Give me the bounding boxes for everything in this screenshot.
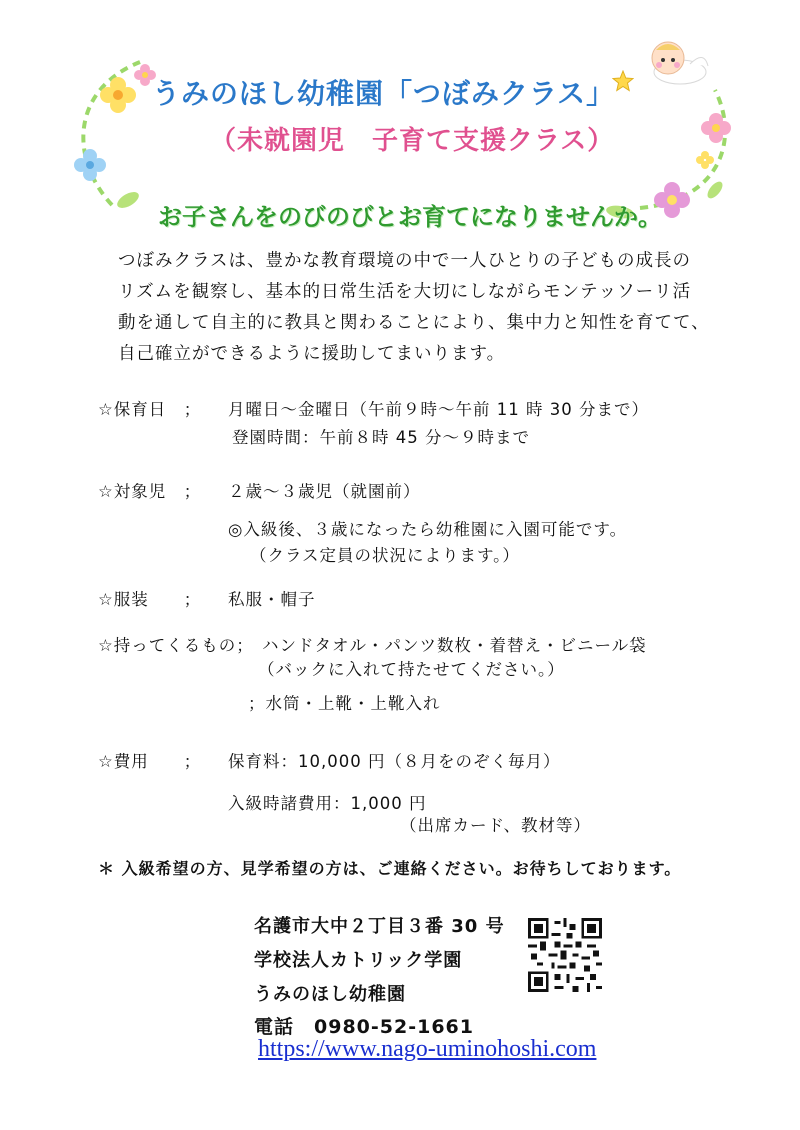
phone-number: 電話 0980-52-1661 bbox=[254, 1016, 474, 1038]
fee-value: 保育料：10,000 円（８月をのぞく毎月） bbox=[228, 752, 561, 771]
arrival-time: 登園時間：午前８時 45 分～９時まで bbox=[232, 428, 530, 447]
intro-line: リズムを観察し、基本的日常生活を大切にしながらモンテッソーリ活 bbox=[118, 282, 692, 302]
qr-code-icon bbox=[528, 918, 602, 992]
intro-line: つぼみクラスは、豊かな教育環境の中で一人ひとりの子どもの成長の bbox=[118, 251, 691, 271]
bring-note: （バックに入れて持たせてください。） bbox=[258, 660, 565, 679]
intro-paragraph bbox=[118, 246, 718, 370]
school-name: うみのほし幼稚園 bbox=[254, 984, 406, 1005]
tagline: お子さんをのびのびとお育てになりませんか。 bbox=[158, 203, 662, 231]
target-note-capacity: （クラス定員の状況によります。） bbox=[250, 546, 520, 565]
page-subtitle: （未就園児 子育て支援クラス） bbox=[210, 126, 615, 156]
bring-label: ☆持ってくるもの； bbox=[98, 636, 254, 655]
days-label: ☆保育日 ； bbox=[98, 400, 202, 419]
bring-extra: ；水筒・上靴・上靴入れ bbox=[248, 694, 441, 713]
page-title: うみのほし幼稚園「つぼみクラス」 bbox=[152, 77, 616, 110]
days-value: 月曜日～金曜日（午前９時～午前 11 時 30 分まで） bbox=[228, 400, 649, 419]
website-link[interactable]: https://www.nago-uminohoshi.com bbox=[258, 1036, 597, 1062]
address: 名護市大中２丁目３番 30 号 bbox=[254, 916, 505, 937]
fee-label: ☆費用 ； bbox=[98, 752, 202, 771]
footnote: ＊ 入級希望の方、見学希望の方は、ご連絡ください。お待ちしております。 bbox=[98, 859, 682, 878]
corporation-name: 学校法人カトリック学園 bbox=[254, 950, 463, 971]
enroll-fee-note: （出席カード、教材等） bbox=[400, 816, 592, 835]
clothes-label: ☆服装 ； bbox=[98, 590, 202, 609]
target-note: ◎入級後、３歳になったら幼稚園に入園可能です。 bbox=[228, 520, 628, 539]
intro-line: 動を通して自主的に教具と関わることにより、集中力と知性を育てて、 bbox=[118, 313, 710, 333]
angel-icon bbox=[630, 32, 710, 92]
intro-line: 自己確立ができるように援助してまいります。 bbox=[118, 344, 506, 364]
clothes-value: 私服・帽子 bbox=[228, 590, 316, 609]
target-value: ２歳～３歳児（就園前） bbox=[228, 482, 421, 501]
enroll-fee: 入級時諸費用：1,000 円 bbox=[228, 794, 427, 813]
bring-value: ハンドタオル・パンツ数枚・着替え・ビニール袋 bbox=[262, 636, 647, 655]
star-icon bbox=[612, 70, 634, 92]
target-label: ☆対象児 ； bbox=[98, 482, 202, 501]
